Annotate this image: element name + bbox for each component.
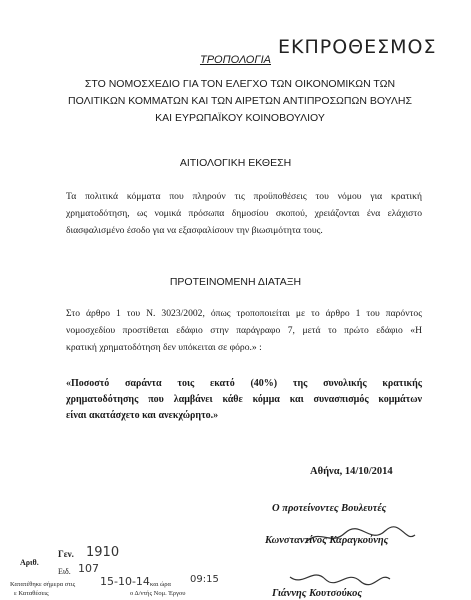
proposed-provision-heading: ΠΡΟΤΕΙΝΟΜΕΝΗ ΔΙΑΤΑΞΗ [169, 276, 302, 288]
amendment-line: είναι ακατάσχετο και ανεκχώρητο.» [66, 410, 219, 421]
deposited-time: 09:15 [190, 574, 219, 585]
registry-general-number: 1910 [86, 545, 120, 560]
registry-general-label: Γεν. [58, 549, 74, 559]
document-subtitle [60, 76, 420, 127]
registry-special-label: Ειδ. [58, 567, 71, 576]
registry-special-number: 107 [78, 562, 99, 575]
explanatory-report-paragraph [66, 188, 422, 239]
paragraph-line: διασφαλισμένο έσοδο για να εξασφαλίσουν την βιωσιμότητα τους. [66, 225, 323, 236]
deposited-date: 15-10-14 [100, 575, 150, 588]
proposed-provision-paragraph [66, 305, 422, 356]
signatory-name: Γιάννης Κουτσούκος [272, 588, 362, 599]
time-label: και ώρα [150, 581, 171, 588]
paragraph-line: Στο άρθρο 1 του Ν. 3023/2002, όπως τροποποιείται με το άρθρο 1 του παρόντος [66, 308, 422, 319]
registry-number-label: Αριθ. [20, 558, 39, 567]
director-label: ο Δ/ντής Νομ. Έργου [130, 590, 186, 597]
place-date: Αθήνα, 14/10/2014 [310, 466, 393, 477]
subtitle-line: ΚΑΙ ΕΥΡΩΠΑΪΚΟΥ ΚΟΙΝΟΒΟΥΛΙΟΥ [155, 112, 325, 124]
paragraph-line: νομοσχεδίου προστίθεται εδάφιο στην παράγραφο 7, μετά το πρώτο εδάφιο «Η [66, 325, 422, 336]
paragraph-line: χρηματοδότηση, ως νομικά πρόσωπα δημοσίου σκοπού, χρειάζονται ένα ελάχιστο [66, 208, 422, 219]
deposited-label: Κατατέθηκε σήμερα στις [10, 581, 76, 588]
amendment-line: «Ποσοστό σαράντα τοις εκατό (40%) της συνολικής κρατικής [66, 378, 422, 389]
paragraph-line: κρατική χρηματοδότηση δεν υπόκειται σε φόρο.» : [66, 342, 262, 353]
signatory-name: Κωνσταντίνος Καραγκούνης [265, 535, 389, 546]
amendment-text [66, 376, 422, 424]
explanatory-report-heading: ΑΙΤΙΟΛΟΓΙΚΗ ΕΚΘΕΣΗ [179, 157, 292, 169]
subtitle-line: ΣΤΟ ΝΟΜΟΣΧΕΔΙΟ ΓΙΑ ΤΟΝ ΕΛΕΓΧΟ ΤΩΝ ΟΙΚΟΝΟΜΙΚΩΝ ΤΩΝ [84, 78, 396, 90]
document-type-title: ΤΡΟΠΟΛΟΓΙΑ [199, 54, 271, 66]
late-submission-stamp: ΕΚΠΡΟΘΕΣΜΟΣ [278, 36, 437, 58]
signature-scribble [285, 565, 395, 589]
proposers-label: Ο προτείνοντες Βουλευτές [272, 503, 387, 514]
amendment-line: χρηματοδότησης που λαμβάνει κάθε κόμμα και συνασπισμός κομμάτων [66, 394, 422, 405]
paragraph-line: Τα πολιτικά κόμματα που πληρούν τις προϋποθέσεις του νόμου για κρατική [66, 191, 422, 202]
subtitle-line: ΠΟΛΙΤΙΚΩΝ ΚΟΜΜΑΤΩΝ ΚΑΙ ΤΩΝ ΑΙΡΕΤΩΝ ΑΝΤΙΠΡΟΣΩΠΩΝ ΒΟΥΛΗΣ [68, 95, 412, 107]
depositors-label: ε Καταθέσεις [14, 590, 49, 597]
